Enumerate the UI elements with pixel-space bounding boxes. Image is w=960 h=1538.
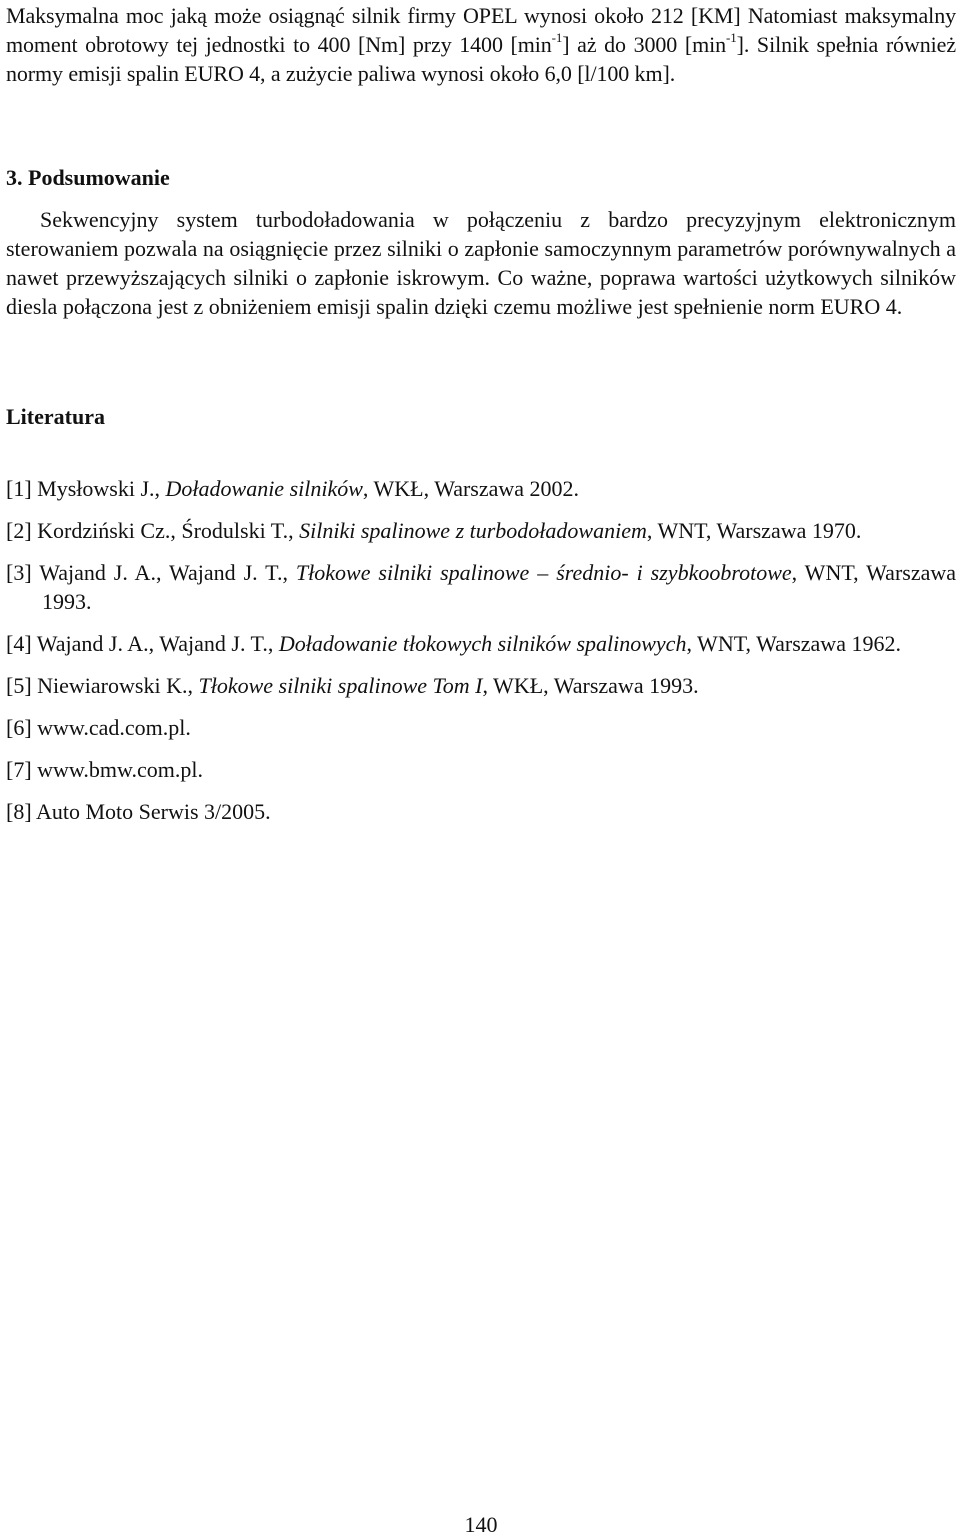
reference-authors: Auto Moto Serwis 3/2005. [35,799,271,824]
reference-publisher: , WKŁ, Warszawa 2002. [362,476,580,501]
reference-number: [8] [6,799,32,824]
intro-superscript-2: -1 [726,29,737,45]
reference-item [6,629,956,658]
intro-text-part2: ] aż do 3000 [min [562,32,727,57]
reference-authors: Mysłowski J., [37,476,166,501]
reference-number: [6] [6,715,32,740]
reference-title: Doładowanie tłokowych silników spalinowych [278,631,687,656]
reference-title: Doładowanie silników [165,476,363,501]
intro-paragraph [6,1,956,88]
reference-item [6,713,956,742]
reference-list [6,474,956,826]
intro-text-part3: ]. Silnik spełnia również normy emisji spalin EURO 4, a zużycie paliwa wynosi około 6,0 [l/100 km]. [6,32,956,86]
reference-authors: Wajand J. A., Wajand J. T., [39,560,296,585]
reference-number: [5] [6,673,32,698]
intro-text-part1: Maksymalna moc jaką może osiągnąć silnik firmy OPEL wynosi około 212 [KM] Natomiast maksymalny moment obrotowy tej jednostki to 400 [Nm] przy 1400 [min [6,3,956,57]
reference-publisher: , WNT, Warszawa 1962. [686,631,901,656]
summary-text: Sekwencyjny system turbodoładowania w połączeniu z bardzo precyzyjnym elektronicznym sterowaniem pozwala na osiągnięcie przez silniki o zapłonie samoczynnym parametrów porównywalnych a nawet przewyższających silniki o zapłonie iskrowym. Co ważne, poprawa wartości użytkowych silników diesla połączona jest z obniżeniem emisji spalin dzięki czemu możliwe jest spełnienie norm EURO 4. [6,207,956,319]
reference-number: [3] [6,560,32,585]
reference-authors: Wajand J. A., Wajand J. T., [36,631,279,656]
reference-item [6,516,956,545]
reference-publisher: , WNT, Warszawa 1993. [42,560,957,614]
reference-number: [4] [6,631,32,656]
reference-title: Tłokowe silniki spalinowe Tom I [198,673,483,698]
section-heading-literature: Literatura [6,404,105,429]
reference-item [6,474,956,503]
reference-publisher: , WKŁ, Warszawa 1993. [482,673,699,698]
reference-title: Tłokowe silniki spalinowe – średnio- i szybkoobrotowe [295,560,792,585]
reference-item [6,755,956,784]
reference-publisher: , WNT, Warszawa 1970. [646,518,862,543]
reference-authors: www.cad.com.pl. [37,715,191,740]
reference-number: [7] [6,757,32,782]
summary-paragraph [6,205,956,321]
reference-item [6,671,956,700]
reference-authors: www.bmw.com.pl. [37,757,203,782]
section-heading-summary: 3. Podsumowanie [6,165,170,190]
reference-item [6,558,956,616]
intro-superscript-1: -1 [551,29,563,45]
page-number: 140 [464,1512,498,1537]
reference-item [6,797,956,826]
reference-number: [1] [6,476,32,501]
reference-number: [2] [6,518,32,543]
reference-title: Silniki spalinowe z turbodoładowaniem [299,518,647,543]
reference-authors: Niewiarowski K., [37,673,199,698]
reference-authors: Kordziński Cz., Środulski T., [37,518,300,543]
document-page [6,0,956,1536]
